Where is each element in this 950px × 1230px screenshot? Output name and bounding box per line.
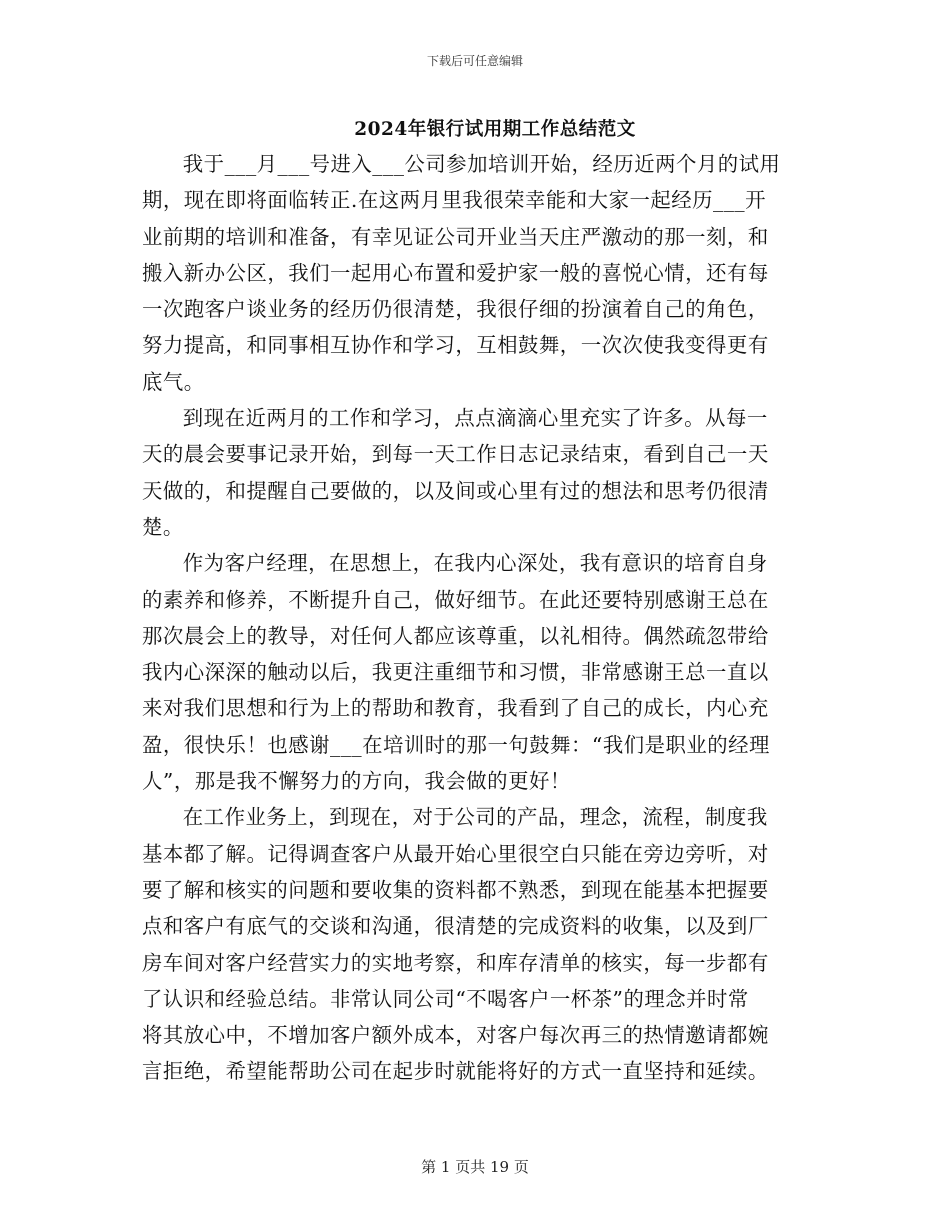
paragraph-4: 在工作业务上，到现在，对于公司的产品，理念，流程，制度我 基本都了解。记得调查客户从最开始心里很空白只能在旁边旁听，对 要了解和核实的问题和要收集的资料都不熟悉，到现在能基本把握要 点和客户有底气的交谈和沟通，很清楚的完成资料的收集，以及到厂 房车间对客户经营实力的实地考察，和库存清单的核实，每一步都有 了认识和经验总结。非常认同公司“不喝客户一杯茶”的理念并时常 将其放心中，不增加客户额外成本，对客户每次再三的热情邀请都婉 言拒绝，希望能帮助公司在起步时就能将好的方式一直坚持和延续。 [142,805,769,1084]
paragraph-3: 作为客户经理，在思想上，在我内心深处，我有意识的培育自身 的素养和修养，不断提升自己，做好细节。在此还要特别感谢王总在 那次晨会上的教导，对任何人都应该尊重，以礼相待。偶然疏忽带给 我内心深深的触动以后，我更注重细节和习惯，非常感谢王总一直以 来对我们思想和行为上的帮助和教育，我看到了自己的成长，内心充 盈，很快乐！也感谢___在培训时的那一句鼓舞：“我们是职业的经理 人”，那是我不懈努力的方向，我会做的更好！ [142,551,770,794]
document-title: 2024年银行试用期工作总结范文 [354,119,636,140]
paragraph-2: 到现在近两月的工作和学习，点点滴滴心里充实了许多。从每一 天的晨会要事记录开始，到每一天工作日志记录结束，看到自己一天 天做的，和提醒自己要做的，以及间或心里有过的想法和思考仍很清 楚。 [142,406,769,539]
header-note: 下载后可任意编辑 [426,54,523,68]
paragraph-1: 我于___月___号进入___公司参加培训开始，经历近两个月的试用 期，现在即将面临转正.在这两月里我很荣幸能和大家一起经历___开 业前期的培训和准备，有幸见证公司开业当天庄严激动的那一刻，和 搬入新办公区，我们一起用心布置和爱护家一般的喜悦心情，还有每 一次跑客户谈业务的经历仍很清楚，我很仔细的扮演着自己的角色， 努力提高，和同事相互协作和学习，互相鼓舞，一次次使我变得更有 底气。 [142,152,781,394]
document-body [142,146,810,1090]
page-number: 第 1 页共 19 页 [421,1158,529,1176]
